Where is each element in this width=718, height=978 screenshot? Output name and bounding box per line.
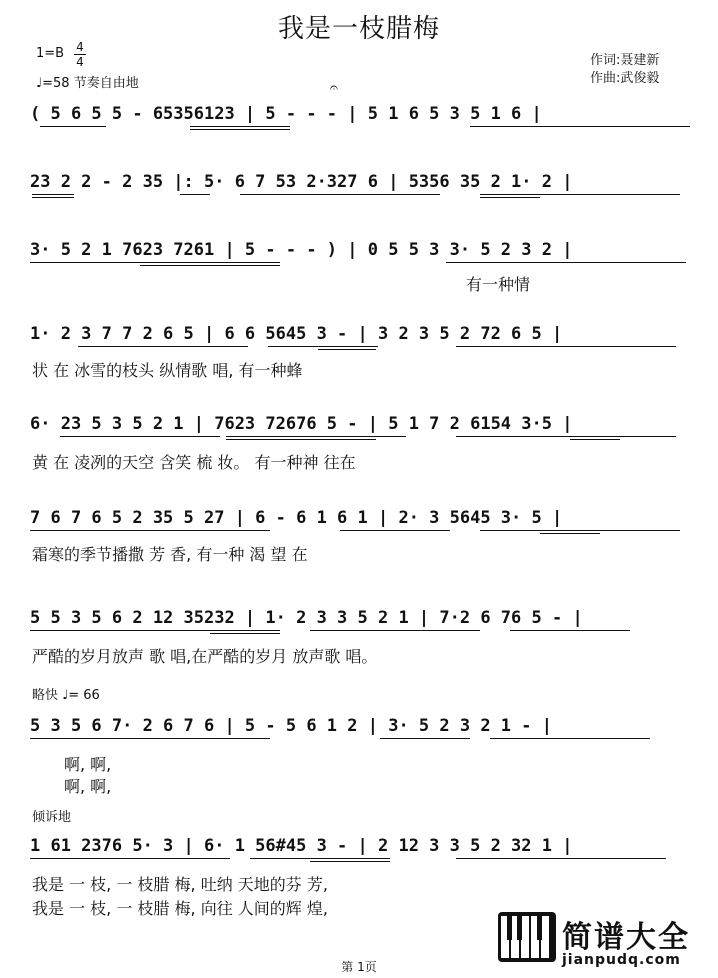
logo-url: jianpudq.com: [562, 952, 681, 968]
page-number: 第 1页: [341, 960, 377, 974]
credits: [590, 52, 659, 88]
lyric-line-5: 黄 在 凌冽的天空 含笑 梳 妆。 有一种神 往在: [32, 453, 356, 472]
lyric-line-8a: 啊, 啊,: [64, 755, 112, 774]
staff-line-5: 6· 23 5 3 5 2 1 | 7623 72676 5 - | 5 1 7 2 6154 3·5 |: [30, 414, 573, 434]
staff-line-9: 1 61 2376 5· 3 | 6· 1 56#45 3 - | 2 12 3 3 5 2 32 1 |: [30, 836, 573, 856]
expression-marking: 倾诉地: [32, 810, 72, 825]
page-title: 我是一枝腊梅: [277, 14, 440, 44]
staff-line-3: 3· 5 2 1 7623 7261 | 5 - - - ) | 0 5 5 3 3· 5 2 3 2 |: [30, 240, 573, 260]
staff-line-7: 5 5 3 5 6 2 12 35232 | 1· 2 3 3 5 2 1 | 7·2 6 76 5 - |: [30, 608, 583, 628]
lyric-line-9a: 我是 一 枝, 一 枝腊 梅, 吐纳 天地的芬 芳,: [32, 875, 328, 894]
lyric-line-3: 有一种情: [466, 275, 531, 294]
fermata-mark: 𝄐: [330, 80, 338, 96]
staff-line-4: 1· 2 3 7 7 2 6 5 | 6 6 5645 3 - | 3 2 3 5 2 72 6 5 |: [30, 324, 563, 344]
staff-line-1: ( 5 6 5 5 - 65356123 | 5 - - - | 5 1 6 5 3 5 1 6 |: [30, 104, 542, 124]
key-signature: 1=B: [36, 46, 65, 61]
time-signature-top: 4: [76, 40, 84, 54]
site-logo[interactable]: [498, 912, 716, 974]
time-signature-bottom: 4: [74, 54, 86, 69]
tempo-change-marking: 略快 ♩= 66: [32, 688, 100, 703]
staff-line-2: 23 2 2 - 2 35 |: 5· 6 7 53 2·327 6 | 5356 35 2 1· 2 |: [30, 172, 573, 192]
lyric-line-9b: 我是 一 枝, 一 枝腊 梅, 向往 人间的辉 煌,: [32, 899, 328, 918]
logo-text: 简谱大全: [562, 920, 690, 955]
staff-line-8: 5 3 5 6 7· 2 6 7 6 | 5 - 5 6 1 2 | 3· 5 2 3 2 1 - |: [30, 716, 552, 736]
lyricist: 作词:聂建新: [590, 53, 660, 68]
lyric-line-4: 状 在 冰雪的枝头 纵情歌 唱, 有一种蜂: [32, 361, 303, 380]
tempo-marking: ♩=58 节奏自由地: [36, 76, 139, 91]
lyric-line-7: 严酷的岁月放声 歌 唱,在严酷的岁月 放声歌 唱。: [32, 647, 378, 666]
composer: 作曲:武俊毅: [590, 71, 660, 86]
lyric-line-6: 霜寒的季节播撒 芳 香, 有一种 渴 望 在: [32, 545, 308, 564]
lyric-line-8b: 啊, 啊,: [64, 777, 112, 796]
piano-icon: [498, 912, 556, 962]
staff-line-6: 7 6 7 6 5 2 35 5 27 | 6 - 6 1 6 1 | 2· 3 5645 3· 5 |: [30, 508, 563, 528]
time-signature: [74, 40, 86, 69]
